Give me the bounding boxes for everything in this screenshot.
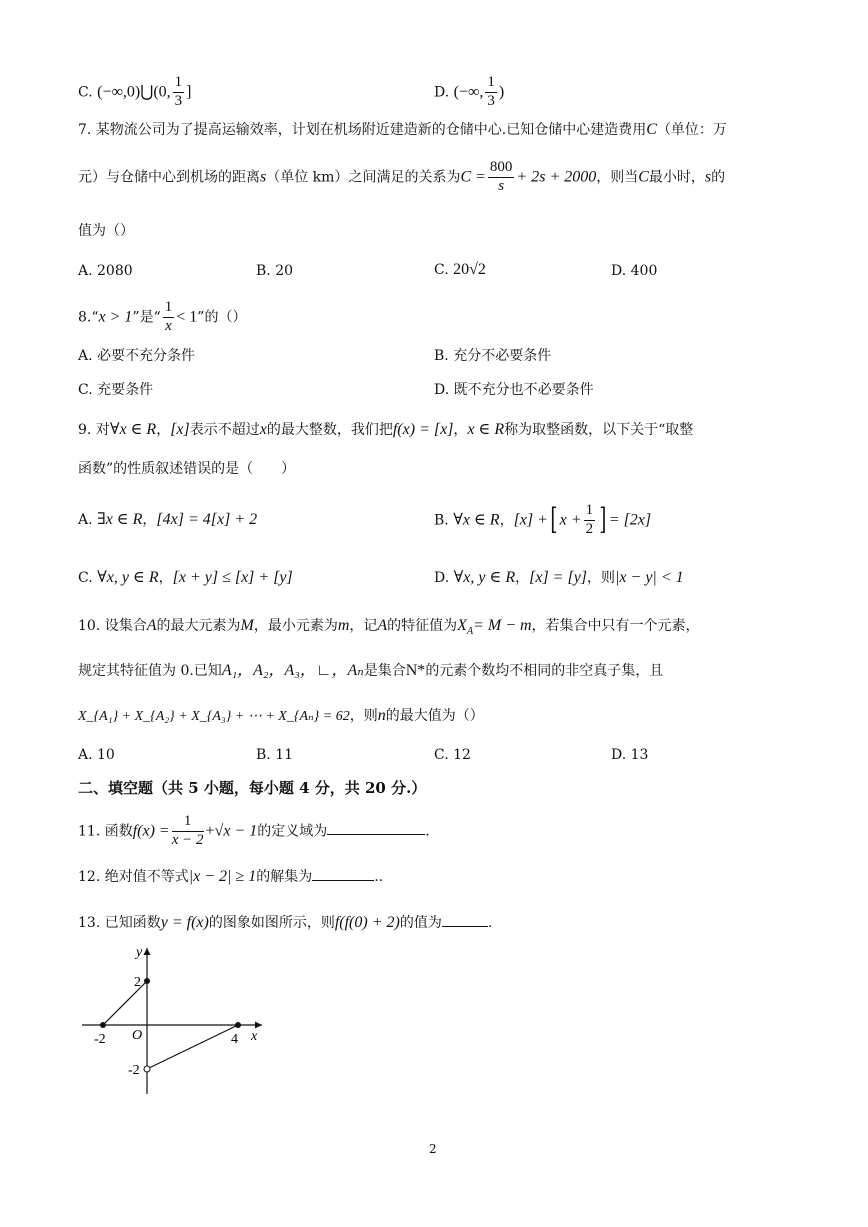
math-text: |x − y| < 1 bbox=[615, 569, 684, 586]
q10-option-a: A. 10 bbox=[78, 747, 115, 763]
point-0-2 bbox=[144, 978, 150, 984]
math-text: A₁，A₂，A₃，∟，Aₙ bbox=[221, 662, 364, 679]
answer-blank[interactable] bbox=[312, 866, 374, 881]
fraction bbox=[163, 300, 175, 335]
question-text: 的最大值为（） bbox=[385, 708, 484, 724]
denominator: x − 2 bbox=[171, 831, 204, 848]
math-text: x + bbox=[559, 511, 582, 529]
math-text: f(x) = bbox=[132, 822, 170, 840]
q10-option-b: B. 11 bbox=[256, 747, 294, 763]
question-text: ，最小元素为 bbox=[253, 618, 338, 634]
q10-line-2 bbox=[78, 663, 663, 679]
numerator: 1 bbox=[172, 814, 204, 832]
origin-label: O bbox=[132, 1028, 143, 1043]
point-neg2-0 bbox=[100, 1022, 106, 1028]
q7-option-b: B. 20 bbox=[256, 263, 294, 279]
question-text: 的值为 bbox=[399, 915, 442, 931]
q8-option-a: A. 必要不充分条件 bbox=[78, 348, 196, 364]
y-axis-label: y bbox=[136, 945, 143, 960]
math-text: ∃x ∈ R bbox=[97, 511, 143, 528]
math-text: C = bbox=[460, 168, 486, 186]
q7-line-2 bbox=[78, 160, 725, 195]
numerator: 800 bbox=[488, 160, 515, 178]
question-text: 的定义域为 bbox=[257, 823, 328, 840]
math-text: N* bbox=[405, 662, 426, 679]
question-text: . bbox=[425, 823, 430, 840]
option-label: A. bbox=[78, 512, 93, 528]
fraction bbox=[172, 814, 204, 849]
question-text: 7. 某物流公司为了提高运输效率，计划在机场附近建造新的仓储中心.已知仓储中心建造费用 bbox=[78, 122, 647, 138]
math-var: C bbox=[646, 121, 657, 138]
point-4-0 bbox=[235, 1022, 241, 1028]
question-text: 的最大元素为 bbox=[156, 618, 241, 634]
q7-line-3: 值为（） bbox=[78, 223, 134, 239]
question-text: 最小时， bbox=[648, 169, 705, 186]
math-text: x ∈ R bbox=[467, 421, 505, 438]
question-text: ，若集合中只有一个元素， bbox=[531, 618, 700, 634]
denominator: 3 bbox=[487, 92, 495, 109]
option-label: D. bbox=[434, 570, 450, 586]
question-text: 称为取整函数，以下关于“取整 bbox=[504, 422, 694, 438]
math-var: A bbox=[377, 617, 388, 634]
math-var: n bbox=[377, 707, 386, 724]
question-text: 13. 已知函数 bbox=[78, 915, 161, 931]
math-var: A bbox=[146, 617, 157, 634]
math-text: = [2x] bbox=[608, 511, 652, 529]
q9-option-c: C. ∀x, y ∈ R，[x + y] ≤ [x] + [y] bbox=[78, 569, 293, 586]
q8-option-d: D. 既不充分也不必要条件 bbox=[434, 382, 594, 398]
math-var: s bbox=[260, 168, 267, 186]
q9-line-2: 函数”的性质叙述错误的是（ ） bbox=[78, 461, 296, 477]
q9-option-b: B. ∀x ∈ R，[x] +[ x + $\frac{1}{2}$ ] = [2x] bbox=[434, 502, 652, 538]
question-text: . bbox=[487, 915, 493, 931]
answer-blank[interactable] bbox=[327, 820, 425, 835]
question-text: （单位 km）之间满足的关系为 bbox=[266, 169, 461, 186]
q7-line-1 bbox=[78, 122, 727, 138]
question-text: 的元素个数均不相同的非空真子集，且 bbox=[425, 663, 664, 679]
math-text: ∀x ∈ R bbox=[453, 511, 500, 529]
math-var: s bbox=[704, 168, 712, 186]
q8-stem bbox=[78, 300, 246, 335]
question-text: ，则 bbox=[349, 708, 378, 724]
function-graph bbox=[76, 938, 276, 1098]
question-text: .. bbox=[374, 869, 384, 885]
numerator: 1 bbox=[584, 503, 596, 521]
math-text: √x − 1 bbox=[214, 822, 258, 840]
question-text: 的解集为 bbox=[256, 869, 313, 885]
fraction bbox=[584, 503, 596, 538]
math-text: ∀x ∈ R bbox=[109, 421, 157, 438]
numerator: 1 bbox=[163, 300, 175, 318]
q10-line-1 bbox=[78, 618, 700, 637]
question-text: ”的（） bbox=[197, 309, 247, 326]
q7-option-d: D. 400 bbox=[611, 263, 658, 279]
denominator: 2 bbox=[585, 520, 594, 537]
answer-blank[interactable] bbox=[442, 912, 488, 927]
tick-label-y2: 2 bbox=[134, 975, 141, 990]
question-text: 规定其特征值为 0.已知 bbox=[78, 663, 222, 679]
q10-option-c: C. 12 bbox=[434, 747, 471, 763]
math-text: = M − m bbox=[473, 617, 532, 634]
math-text: x > 1 bbox=[98, 308, 133, 326]
math-var: m bbox=[337, 617, 350, 634]
q8-option-b: B. 充分不必要条件 bbox=[434, 348, 552, 364]
question-text: 的 bbox=[711, 169, 726, 186]
q10-option-d: D. 13 bbox=[611, 747, 649, 763]
math-text: < 1 bbox=[176, 308, 198, 326]
math-text: f(f(0) + 2) bbox=[334, 914, 400, 931]
numerator: 1 bbox=[173, 75, 185, 93]
math-text: 20√2 bbox=[453, 261, 486, 278]
question-text: 元）与仓储中心到机场的距离 bbox=[78, 169, 260, 186]
question-text: 12. 绝对值不等式 bbox=[78, 869, 189, 885]
math-text: [4x] = 4[x] + 2 bbox=[156, 511, 258, 528]
tick-label-xneg2: -2 bbox=[94, 1032, 106, 1047]
math-text: ) bbox=[498, 83, 505, 101]
option-label: C. bbox=[78, 84, 93, 101]
option-label: D. bbox=[434, 84, 450, 101]
question-text: ”是“ bbox=[132, 309, 161, 326]
option-label: B. bbox=[434, 512, 449, 529]
denominator: x bbox=[165, 317, 172, 334]
q11-line bbox=[78, 814, 430, 849]
question-text: 是集合 bbox=[363, 663, 406, 679]
fraction bbox=[485, 75, 497, 110]
q8-option-c: C. 充要条件 bbox=[78, 382, 154, 398]
tick-label-x4: 4 bbox=[231, 1032, 238, 1047]
question-text: ， bbox=[453, 422, 468, 438]
q10-line-3 bbox=[78, 708, 484, 724]
math-var: C bbox=[638, 168, 649, 186]
option-label: C. bbox=[78, 570, 93, 586]
q9-option-d: D. ∀x, y ∈ R，[x] = [y]，则|x − y| < 1 bbox=[434, 569, 684, 586]
q9-option-a: A. ∃x ∈ R，[4x] = 4[x] + 2 bbox=[78, 511, 258, 528]
math-text: ∀x, y ∈ R bbox=[97, 569, 159, 586]
q7-option-c bbox=[434, 262, 486, 278]
question-text: 8.“ bbox=[78, 309, 99, 326]
q12-line bbox=[78, 866, 383, 885]
question-text: 9. 对 bbox=[78, 422, 110, 438]
q6-option-c bbox=[78, 75, 192, 110]
q9-line-1 bbox=[78, 422, 693, 438]
question-text: 的图象如图所示，则 bbox=[208, 915, 335, 931]
fraction bbox=[488, 160, 515, 195]
q13-line bbox=[78, 912, 492, 931]
denominator: s bbox=[498, 177, 505, 194]
question-text: ， bbox=[156, 422, 171, 438]
math-sub: A bbox=[466, 625, 474, 637]
question-text: （单位：万 bbox=[656, 122, 727, 138]
question-text: 则 bbox=[601, 570, 616, 586]
q6-option-d bbox=[434, 75, 504, 110]
x-axis-label: x bbox=[251, 1029, 258, 1044]
math-var: X bbox=[457, 617, 467, 634]
tick-label-yneg2: -2 bbox=[128, 1063, 140, 1078]
bracket-left: [ bbox=[550, 502, 558, 538]
question-text: ，则当 bbox=[596, 169, 639, 186]
question-text: 表示不超过 bbox=[189, 422, 260, 438]
math-text: ∀x, y ∈ R bbox=[453, 569, 516, 586]
math-text: [x] bbox=[170, 421, 190, 438]
question-text: ，记 bbox=[349, 618, 378, 634]
bracket-right: ] bbox=[599, 502, 607, 538]
math-text: y = f(x) bbox=[160, 914, 209, 931]
point-0-neg2-open bbox=[144, 1066, 150, 1072]
math-text: + bbox=[205, 822, 215, 840]
math-text: ] bbox=[186, 83, 192, 101]
math-text: [x + y] ≤ [x] + [y] bbox=[172, 569, 293, 586]
question-text: 10. 设集合 bbox=[78, 618, 147, 634]
math-text: (−∞,0)⋃(0, bbox=[97, 83, 171, 101]
question-text: 的最大整数，我们把 bbox=[266, 422, 393, 438]
math-text: X_{A₁} + X_{A₂} + X_{A₃} + ⋯ + X_{Aₙ} = 62 bbox=[78, 709, 350, 724]
denominator: 3 bbox=[174, 92, 183, 109]
math-text: (−∞, bbox=[453, 83, 484, 101]
math-text: |x − 2| ≥ 1 bbox=[188, 868, 257, 885]
q7-option-a: A. 2080 bbox=[78, 263, 133, 279]
math-var: x bbox=[259, 421, 267, 438]
question-text: 11. 函数 bbox=[78, 823, 133, 840]
math-text: + 2s + 2000 bbox=[516, 168, 597, 186]
math-text: f(x) = [x] bbox=[392, 421, 454, 438]
graph-segment-2 bbox=[147, 1025, 238, 1069]
question-text: 的特征值为 bbox=[387, 618, 458, 634]
option-label: C. bbox=[434, 262, 449, 278]
page-number: 2 bbox=[429, 1142, 437, 1156]
numerator: 1 bbox=[485, 75, 497, 93]
math-var: M bbox=[240, 617, 254, 634]
math-text: [x] = [y] bbox=[529, 569, 588, 586]
fraction bbox=[173, 75, 185, 110]
section-heading: 二、填空题（共 5 小题，每小题 4 分，共 20 分.） bbox=[78, 779, 427, 797]
math-text: [x] + bbox=[513, 511, 548, 529]
